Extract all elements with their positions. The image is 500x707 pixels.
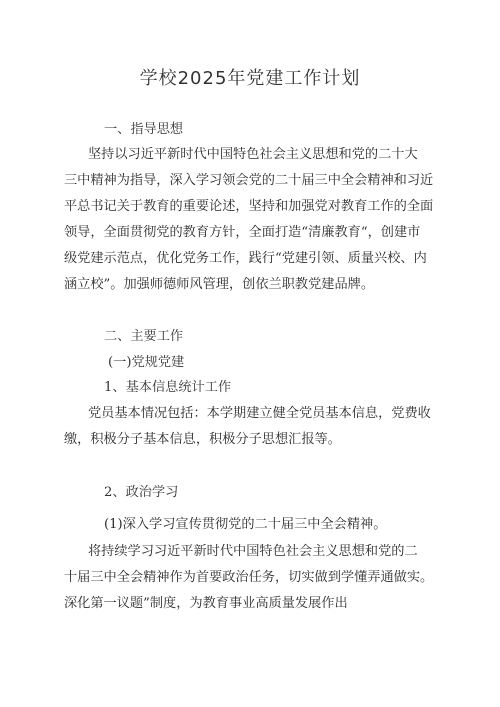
- paragraph-line: 党员基本情况包括：本学期建立健全党员基本信息，党费收: [88, 406, 431, 421]
- document-title: 学校2025年党建工作计划: [139, 68, 361, 89]
- paragraph-line: 将持续学习习近平新时代中国特色社会主义思想和党的二: [88, 544, 418, 559]
- paragraph-line: 坚持以习近平新时代中国特色社会主义思想和党的二十大: [88, 147, 418, 162]
- section-heading-guiding-ideology: 一、指导思想: [104, 122, 184, 137]
- item-heading-statistics: 1、基本信息统计工作: [104, 380, 232, 395]
- paragraph-line: 十届三中全会精神作为首要政治任务，切实做到学懂弄通做实。: [64, 570, 434, 585]
- paragraph-line: 平总书记关于教育的重要论述，坚持和加强党对教育工作的全面: [64, 199, 434, 214]
- paragraph-line: 领导，全面贯彻党的教育方针，全面打造“清廉教育“，创建市: [64, 225, 421, 240]
- paragraph-line: 深化第一议题”制度，为教育事业高质量发展作出: [64, 596, 348, 611]
- paragraph-line: 级党建示范点，优化党务工作，践行“党建引领、质量兴校、内: [64, 251, 427, 266]
- item-heading-political-study: 2、政治学习: [104, 485, 179, 500]
- paragraph-line: 三中精神为指导，深入学习领会党的二十届三中全会精神和习近: [64, 173, 434, 188]
- section-heading-main-work: 二、主要工作: [104, 329, 184, 344]
- subitem-heading-study-plenum: (1)深入学习宣传贯彻党的二十届三中全会精神。: [104, 517, 387, 532]
- subsection-heading-party-rules: (一)党规党建: [108, 355, 185, 370]
- paragraph-line: 缴，积极分子基本信息，积极分子思想汇报等。: [64, 432, 341, 447]
- paragraph-line: 涵立校”。加强师德师风管理，创依兰职教党建品牌。: [64, 277, 375, 292]
